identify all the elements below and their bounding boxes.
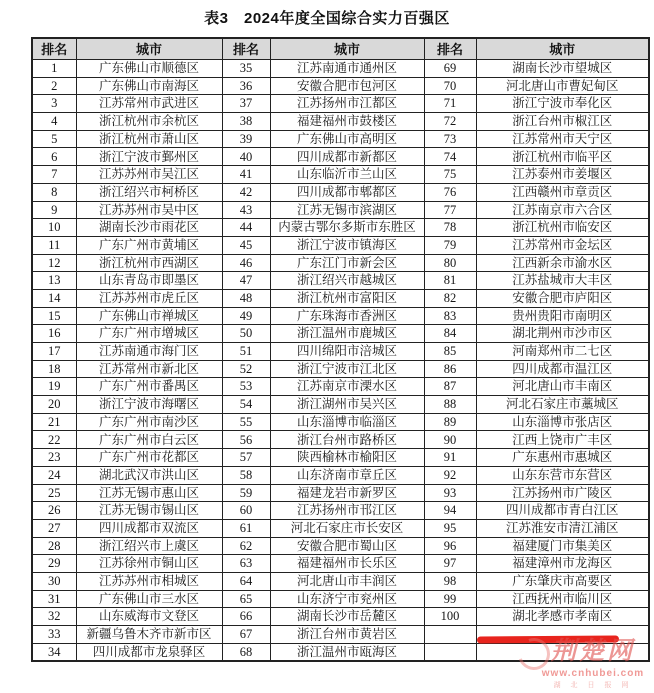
rank-cell: 25 [32, 484, 76, 502]
city-cell: 浙江杭州市临平区 [476, 148, 649, 166]
table-row [32, 289, 649, 307]
header-city-1: 城市 [76, 38, 222, 60]
city-cell: 山东临沂市兰山区 [270, 166, 424, 184]
header-rank-2: 排名 [222, 38, 270, 60]
city-cell: 江苏扬州市邗江区 [270, 502, 424, 520]
city-cell: 湖北荆州市沙市区 [476, 325, 649, 343]
table-row [32, 254, 649, 272]
rank-cell: 98 [424, 572, 476, 590]
city-cell: 四川成都市双流区 [76, 519, 222, 537]
watermark-url: www.cnhubei.com [541, 668, 645, 679]
rank-cell: 69 [424, 60, 476, 78]
rank-cell: 30 [32, 572, 76, 590]
rank-cell: 51 [222, 343, 270, 361]
city-cell: 广东广州市花都区 [76, 449, 222, 467]
city-cell: 山东淄博市张店区 [476, 413, 649, 431]
rank-cell: 74 [424, 148, 476, 166]
city-cell: 四川成都市郫都区 [270, 183, 424, 201]
city-cell: 福建福州市长乐区 [270, 555, 424, 573]
city-cell: 湖南长沙市岳麓区 [270, 608, 424, 626]
rank-cell: 39 [222, 130, 270, 148]
city-cell: 江苏常州市武进区 [76, 95, 222, 113]
rank-cell: 8 [32, 183, 76, 201]
city-cell: 广东广州市白云区 [76, 431, 222, 449]
rank-cell: 83 [424, 307, 476, 325]
rank-cell: 28 [32, 537, 76, 555]
city-cell: 四川成都市龙泉驿区 [76, 643, 222, 661]
city-cell: 内蒙古鄂尔多斯市东胜区 [270, 219, 424, 237]
table-row [32, 413, 649, 431]
rank-cell: 18 [32, 360, 76, 378]
city-cell: 新疆乌鲁木齐市新市区 [76, 626, 222, 644]
table-header [32, 38, 649, 60]
city-cell: 江苏盐城市大丰区 [476, 272, 649, 290]
rank-cell: 23 [32, 449, 76, 467]
rank-cell: 86 [424, 360, 476, 378]
rank-cell: 36 [222, 77, 270, 95]
table-row [32, 95, 649, 113]
rank-cell [424, 643, 476, 661]
city-cell [476, 643, 649, 661]
rank-cell: 88 [424, 396, 476, 414]
rank-cell: 73 [424, 130, 476, 148]
rank-cell: 19 [32, 378, 76, 396]
rank-cell: 49 [222, 307, 270, 325]
rank-cell: 57 [222, 449, 270, 467]
rank-cell: 16 [32, 325, 76, 343]
rank-cell: 4 [32, 113, 76, 131]
table-row [32, 77, 649, 95]
table-row [32, 183, 649, 201]
rank-cell: 78 [424, 219, 476, 237]
city-cell: 陕西榆林市榆阳区 [270, 449, 424, 467]
city-cell: 湖北孝感市孝南区 [476, 608, 649, 626]
header-rank-3: 排名 [424, 38, 476, 60]
city-cell: 广东肇庆市高要区 [476, 572, 649, 590]
rank-cell: 13 [32, 272, 76, 290]
city-cell: 浙江绍兴市越城区 [270, 272, 424, 290]
rank-cell: 37 [222, 95, 270, 113]
city-cell: 河北石家庄市藁城区 [476, 396, 649, 414]
rank-cell: 40 [222, 148, 270, 166]
city-cell: 江苏苏州市相城区 [76, 572, 222, 590]
rank-cell: 61 [222, 519, 270, 537]
city-cell: 广东佛山市南海区 [76, 77, 222, 95]
header-city-2: 城市 [270, 38, 424, 60]
table-body [32, 60, 649, 662]
city-cell: 河南郑州市二七区 [476, 343, 649, 361]
header-rank-1: 排名 [32, 38, 76, 60]
city-cell: 江苏常州市新北区 [76, 360, 222, 378]
city-cell: 福建龙岩市新罗区 [270, 484, 424, 502]
rank-cell: 43 [222, 201, 270, 219]
rank-cell: 59 [222, 484, 270, 502]
rank-cell: 31 [32, 590, 76, 608]
table-row [32, 502, 649, 520]
city-cell: 四川绵阳市涪城区 [270, 343, 424, 361]
city-cell: 江西上饶市广丰区 [476, 431, 649, 449]
table-row [32, 590, 649, 608]
table-row [32, 431, 649, 449]
table-row [32, 555, 649, 573]
rank-cell: 26 [32, 502, 76, 520]
city-cell: 江苏常州市天宁区 [476, 130, 649, 148]
city-cell: 山东淄博市临淄区 [270, 413, 424, 431]
city-cell: 江苏无锡市滨湖区 [270, 201, 424, 219]
table-row [32, 519, 649, 537]
city-cell: 浙江绍兴市上虞区 [76, 537, 222, 555]
rank-cell: 56 [222, 431, 270, 449]
city-cell: 河北石家庄市长安区 [270, 519, 424, 537]
table-row [32, 484, 649, 502]
rank-cell: 58 [222, 466, 270, 484]
rank-cell: 65 [222, 590, 270, 608]
table-row [32, 449, 649, 467]
rank-cell: 70 [424, 77, 476, 95]
city-cell: 江苏无锡市锡山区 [76, 502, 222, 520]
city-cell: 福建漳州市龙海区 [476, 555, 649, 573]
table-row [32, 130, 649, 148]
header-row [32, 38, 649, 60]
table-row [32, 608, 649, 626]
rank-cell: 55 [222, 413, 270, 431]
city-cell: 江苏淮安市清江浦区 [476, 519, 649, 537]
city-cell: 江苏徐州市铜山区 [76, 555, 222, 573]
table-row [32, 236, 649, 254]
rank-cell: 2 [32, 77, 76, 95]
rank-cell: 41 [222, 166, 270, 184]
table-row [32, 219, 649, 237]
ranking-table [31, 37, 650, 662]
city-cell: 山东济宁市兖州区 [270, 590, 424, 608]
city-cell: 福建厦门市集美区 [476, 537, 649, 555]
rank-cell: 46 [222, 254, 270, 272]
rank-cell: 87 [424, 378, 476, 396]
rank-cell: 45 [222, 236, 270, 254]
rank-cell: 68 [222, 643, 270, 661]
rank-cell: 32 [32, 608, 76, 626]
city-cell: 浙江宁波市镇海区 [270, 236, 424, 254]
city-cell: 浙江台州市黄岩区 [270, 626, 424, 644]
city-cell: 四川成都市温江区 [476, 360, 649, 378]
rank-cell: 17 [32, 343, 76, 361]
page-title: 表3 2024年度全国综合实力百强区 [204, 10, 450, 27]
city-cell: 江苏南京市六合区 [476, 201, 649, 219]
city-cell: 安徽合肥市包河区 [270, 77, 424, 95]
rank-cell: 91 [424, 449, 476, 467]
rank-cell: 100 [424, 608, 476, 626]
rank-cell: 94 [424, 502, 476, 520]
city-cell: 四川成都市青白江区 [476, 502, 649, 520]
rank-cell [424, 626, 476, 644]
table-row [32, 360, 649, 378]
rank-cell: 22 [32, 431, 76, 449]
table-row [32, 325, 649, 343]
rank-cell: 90 [424, 431, 476, 449]
city-cell: 江苏南通市海门区 [76, 343, 222, 361]
rank-cell: 71 [424, 95, 476, 113]
rank-cell: 62 [222, 537, 270, 555]
rank-cell: 80 [424, 254, 476, 272]
city-cell: 浙江湖州市吴兴区 [270, 396, 424, 414]
table-row [32, 60, 649, 78]
table-row [32, 643, 649, 661]
city-cell: 浙江温州市鹿城区 [270, 325, 424, 343]
rank-cell: 54 [222, 396, 270, 414]
table-row [32, 113, 649, 131]
city-cell: 江苏无锡市惠山区 [76, 484, 222, 502]
city-cell: 浙江杭州市西湖区 [76, 254, 222, 272]
rank-cell: 27 [32, 519, 76, 537]
city-cell: 浙江绍兴市柯桥区 [76, 183, 222, 201]
city-cell: 广东佛山市顺德区 [76, 60, 222, 78]
rank-cell: 33 [32, 626, 76, 644]
rank-cell: 72 [424, 113, 476, 131]
rank-cell: 50 [222, 325, 270, 343]
rank-cell: 97 [424, 555, 476, 573]
city-cell: 浙江宁波市奉化区 [476, 95, 649, 113]
rank-cell: 93 [424, 484, 476, 502]
city-cell: 山东济南市章丘区 [270, 466, 424, 484]
city-cell: 浙江杭州市萧山区 [76, 130, 222, 148]
table-row [32, 572, 649, 590]
rank-cell: 12 [32, 254, 76, 272]
city-cell: 河北唐山市丰南区 [476, 378, 649, 396]
city-cell: 山东东营市东营区 [476, 466, 649, 484]
rank-cell: 35 [222, 60, 270, 78]
city-cell: 湖北武汉市洪山区 [76, 466, 222, 484]
city-cell: 湖南长沙市雨花区 [76, 219, 222, 237]
city-cell: 江苏常州市金坛区 [476, 236, 649, 254]
rank-cell: 20 [32, 396, 76, 414]
rank-cell: 67 [222, 626, 270, 644]
city-cell: 江苏扬州市广陵区 [476, 484, 649, 502]
city-cell: 浙江杭州市余杭区 [76, 113, 222, 131]
rank-cell: 95 [424, 519, 476, 537]
rank-cell: 44 [222, 219, 270, 237]
city-cell: 广东广州市黄埔区 [76, 236, 222, 254]
table-row [32, 343, 649, 361]
rank-cell: 34 [32, 643, 76, 661]
city-cell: 广东佛山市禅城区 [76, 307, 222, 325]
rank-cell: 82 [424, 289, 476, 307]
watermark-subtext: 湖 北 日 报 网 [553, 682, 633, 689]
table-row [32, 396, 649, 414]
table-row [32, 378, 649, 396]
city-cell: 广东珠海市香洲区 [270, 307, 424, 325]
city-cell: 福建福州市鼓楼区 [270, 113, 424, 131]
city-cell: 四川成都市新都区 [270, 148, 424, 166]
red-marker-line [477, 636, 619, 644]
table-row [32, 466, 649, 484]
city-cell: 山东威海市文登区 [76, 608, 222, 626]
table-row [32, 272, 649, 290]
city-cell: 广东广州市番禺区 [76, 378, 222, 396]
rank-cell: 84 [424, 325, 476, 343]
city-cell: 浙江宁波市江北区 [270, 360, 424, 378]
rank-cell: 92 [424, 466, 476, 484]
watermark-name: 荆楚网 [550, 637, 635, 665]
rank-cell: 7 [32, 166, 76, 184]
header-city-3: 城市 [476, 38, 649, 60]
city-cell: 广东广州市增城区 [76, 325, 222, 343]
table-row [32, 166, 649, 184]
rank-cell: 24 [32, 466, 76, 484]
rank-cell: 53 [222, 378, 270, 396]
rank-cell: 99 [424, 590, 476, 608]
city-cell: 贵州贵阳市南明区 [476, 307, 649, 325]
rank-cell: 6 [32, 148, 76, 166]
table-row [32, 148, 649, 166]
rank-cell: 5 [32, 130, 76, 148]
city-cell: 河北唐山市丰润区 [270, 572, 424, 590]
rank-cell: 10 [32, 219, 76, 237]
city-cell: 安徽合肥市庐阳区 [476, 289, 649, 307]
city-cell: 江苏南京市溧水区 [270, 378, 424, 396]
city-cell: 江西赣州市章贡区 [476, 183, 649, 201]
rank-cell: 52 [222, 360, 270, 378]
city-cell: 浙江宁波市鄞州区 [76, 148, 222, 166]
rank-cell: 48 [222, 289, 270, 307]
table-row [32, 537, 649, 555]
city-cell: 江西新余市渝水区 [476, 254, 649, 272]
city-cell: 浙江杭州市富阳区 [270, 289, 424, 307]
city-cell: 江苏苏州市吴江区 [76, 166, 222, 184]
rank-cell: 42 [222, 183, 270, 201]
rank-cell: 29 [32, 555, 76, 573]
rank-cell: 1 [32, 60, 76, 78]
city-cell: 山东青岛市即墨区 [76, 272, 222, 290]
rank-cell: 15 [32, 307, 76, 325]
rank-cell: 76 [424, 183, 476, 201]
rank-cell: 66 [222, 608, 270, 626]
rank-cell: 81 [424, 272, 476, 290]
rank-cell: 63 [222, 555, 270, 573]
rank-cell: 64 [222, 572, 270, 590]
city-cell: 广东江门市新会区 [270, 254, 424, 272]
rank-cell: 14 [32, 289, 76, 307]
city-cell: 江苏苏州市虎丘区 [76, 289, 222, 307]
rank-cell: 77 [424, 201, 476, 219]
city-cell: 江苏南通市通州区 [270, 60, 424, 78]
city-cell: 广东佛山市三水区 [76, 590, 222, 608]
rank-cell: 11 [32, 236, 76, 254]
rank-cell: 85 [424, 343, 476, 361]
city-cell: 江苏泰州市姜堰区 [476, 166, 649, 184]
city-cell: 浙江台州市椒江区 [476, 113, 649, 131]
city-cell: 广东惠州市惠城区 [476, 449, 649, 467]
city-cell: 江苏苏州市吴中区 [76, 201, 222, 219]
city-cell: 浙江杭州市临安区 [476, 219, 649, 237]
rank-cell: 47 [222, 272, 270, 290]
city-cell: 江苏扬州市江都区 [270, 95, 424, 113]
city-cell: 浙江宁波市海曙区 [76, 396, 222, 414]
city-cell: 江西抚州市临川区 [476, 590, 649, 608]
city-cell: 湖南长沙市望城区 [476, 60, 649, 78]
rank-cell: 89 [424, 413, 476, 431]
city-cell: 浙江温州市瓯海区 [270, 643, 424, 661]
rank-cell: 60 [222, 502, 270, 520]
rank-cell: 38 [222, 113, 270, 131]
table-row [32, 201, 649, 219]
rank-cell: 96 [424, 537, 476, 555]
rank-cell: 21 [32, 413, 76, 431]
rank-cell: 79 [424, 236, 476, 254]
table-row [32, 307, 649, 325]
rank-cell: 9 [32, 201, 76, 219]
city-cell: 浙江台州市路桥区 [270, 431, 424, 449]
rank-cell: 75 [424, 166, 476, 184]
city-cell: 安徽合肥市蜀山区 [270, 537, 424, 555]
city-cell: 河北唐山市曹妃甸区 [476, 77, 649, 95]
city-cell: 广东广州市南沙区 [76, 413, 222, 431]
rank-cell: 3 [32, 95, 76, 113]
city-cell: 广东佛山市高明区 [270, 130, 424, 148]
